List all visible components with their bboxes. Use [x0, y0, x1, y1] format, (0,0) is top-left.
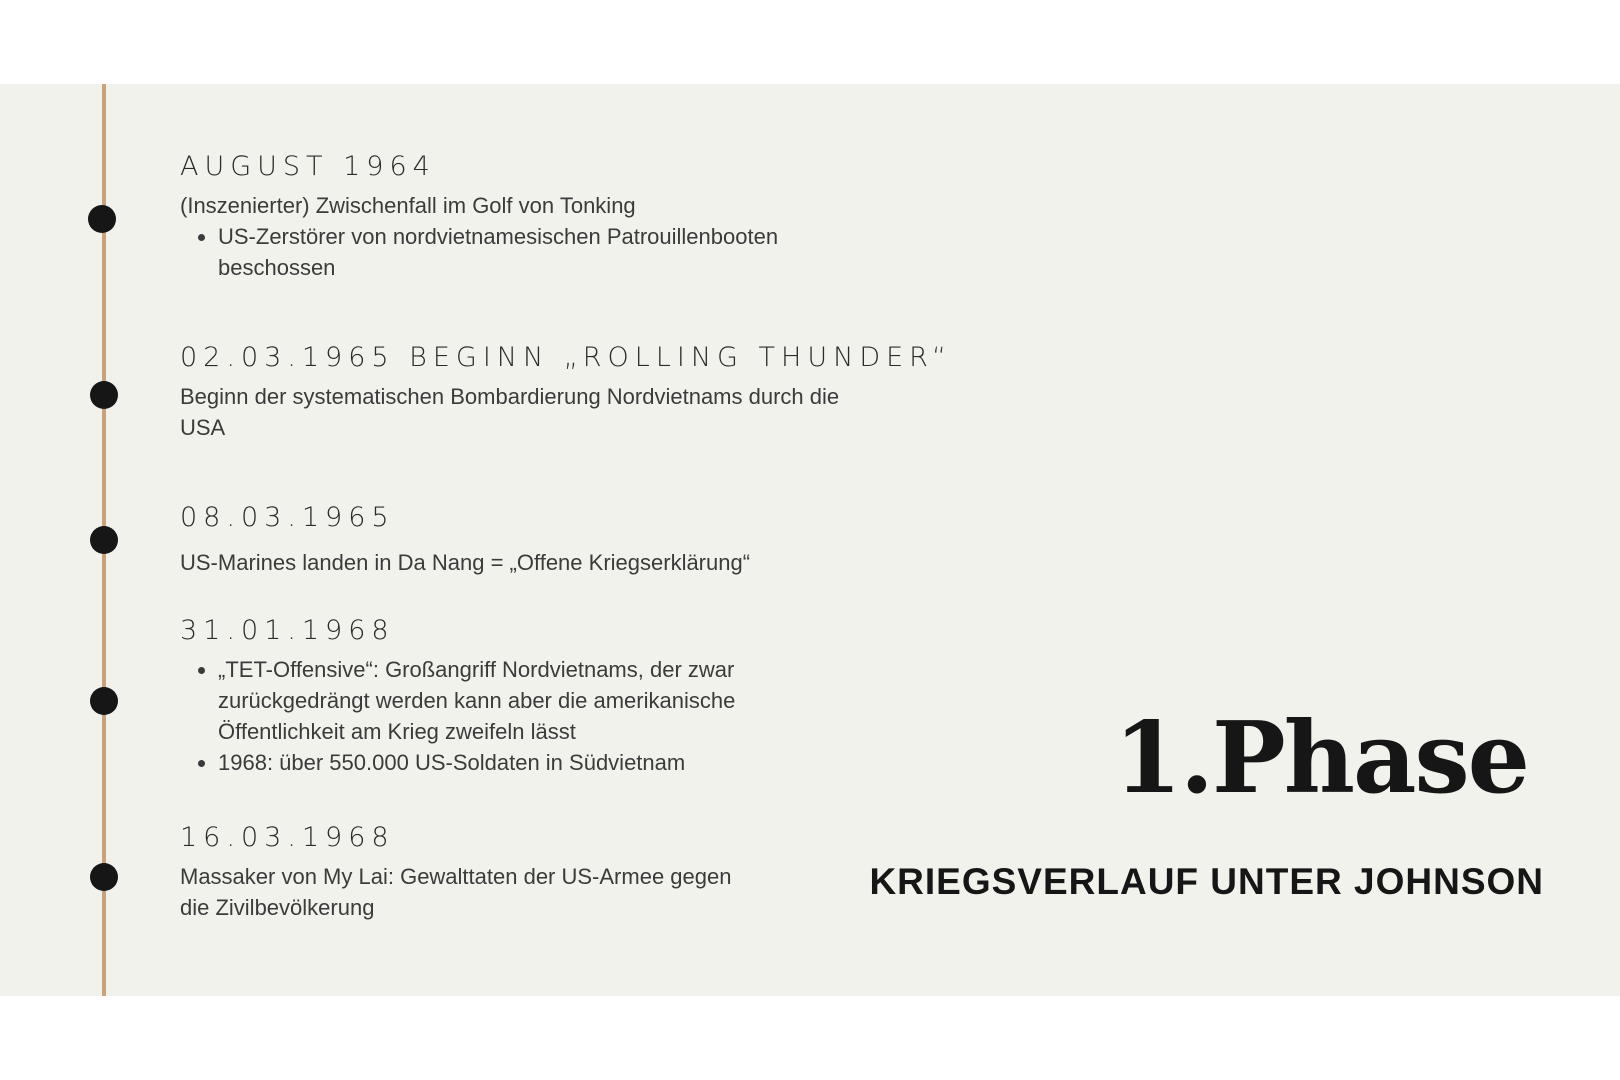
- timeline-entry: [180, 821, 920, 923]
- timeline-dot: [90, 687, 118, 715]
- timeline-entry: [180, 614, 920, 778]
- entry-date: 31.01.1968: [180, 615, 395, 646]
- timeline-entry: [180, 150, 920, 283]
- timeline-entry: [180, 341, 952, 443]
- entry-date: 02.03.1965 BEGINN „ROLLING THUNDER“: [180, 342, 952, 373]
- entry-description: US-Marines landen in Da Nang = „Offene Kriegserklärung“: [180, 550, 751, 575]
- entry-description: Beginn der systematischen Bombardierung Nordvietnams durch die USA: [180, 384, 840, 440]
- entry-bullets: [180, 654, 788, 778]
- phase-subtitle: KRIEGSVERLAUF UNTER JOHNSON: [869, 861, 1544, 902]
- entry-description: (Inszenierter) Zwischenfall im Golf von Tonking: [180, 193, 636, 218]
- entry-bullets: [180, 221, 868, 283]
- timeline-dot: [90, 863, 118, 891]
- slide: [0, 84, 1620, 996]
- timeline-dot: [88, 205, 116, 233]
- timeline-dot: [90, 381, 118, 409]
- bullet-item: • „TET-Offensive“: Großangriff Nordvietnams, der zwar zurückgedrängt werden kann aber die amerikanische Öffentlichkeit am Krieg zweifeln lässt: [218, 654, 788, 747]
- timeline-entry: [180, 501, 920, 578]
- entry-date: 08.03.1965: [180, 502, 395, 533]
- entry-date: 16.03.1968: [180, 822, 395, 853]
- entry-date: AUGUST 1964: [180, 151, 436, 182]
- bullet-item: • 1968: über 550.000 US-Soldaten in Südvietnam: [218, 747, 788, 778]
- phase-title: 1.Phase: [1113, 701, 1528, 816]
- timeline-dot: [90, 526, 118, 554]
- bullet-item: • US-Zerstörer von nordvietnamesischen Patrouillenbooten beschossen: [218, 221, 868, 283]
- entry-description: Massaker von My Lai: Gewalttaten der US-Armee gegen die Zivilbevölkerung: [180, 864, 732, 920]
